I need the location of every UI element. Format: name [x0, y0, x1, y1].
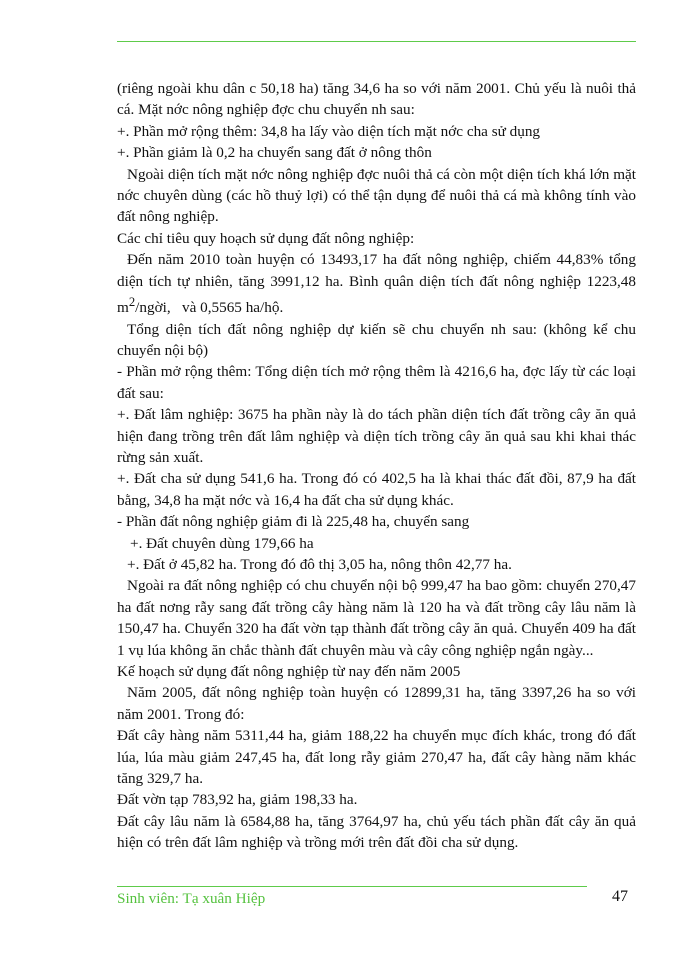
paragraph: Đất vờn tạp 783,92 ha, giảm 198,33 ha.: [117, 791, 358, 809]
paragraph: - Phần đất nông nghiệp giảm đi là 225,48 ha, chuyển sang: [117, 513, 470, 531]
paragraph: Đất cây lâu năm là 6584,88 ha, tăng 3764,97 ha, chủ yếu tách phần đất cây ăn quả hiện có trên đất lâm nghiệp và trồng mới trên đất đồi cha sử dụng.: [117, 812, 636, 852]
paragraph: +. Phần mở rộng thêm: 34,8 ha lấy vào diện tích mặt nớc cha sử dụng: [117, 122, 541, 140]
paragraph: +. Đất cha sử dụng 541,6 ha. Trong đó có 402,5 ha là khai thác đất đồi, 87,9 ha đất bằng, 34,8 ha mặt nớc và 16,4 ha đất cha sử dụng khác.: [117, 470, 636, 509]
document-body: [117, 78, 636, 854]
footer-author: Sinh viên: Tạ xuân Hiệp: [117, 890, 266, 907]
section-heading: Kế hoạch sử dụng đất nông nghiệp từ nay đến năm 2005: [117, 663, 461, 681]
header-rule: [117, 41, 636, 42]
paragraph: Năm 2005, đất nông nghiệp toàn huyện có 12899,31 ha, tăng 3397,26 ha so với năm 2001. Trong đó:: [117, 684, 636, 723]
paragraph: Ngoài diện tích mặt nớc nông nghiệp đợc nuôi thả cá còn một diện tích khá lớn mặt nớc chuyên dùng (các hồ thuỷ lợi) có thể tận dụng để nuôi thả cá mà không tính vào đất nông nghiệp.: [117, 165, 636, 226]
paragraph: - Phần mở rộng thêm: Tổng diện tích mở rộng thêm là 4216,6 ha, đợc lấy từ các loại đất sau:: [117, 363, 636, 402]
paragraph: +. Đất ở 45,82 ha. Trong đó đô thị 3,05 ha, nông thôn 42,77 ha.: [127, 556, 512, 573]
paragraph: +. Đất lâm nghiệp: 3675 ha phần này là do tách phần diện tích đất trồng cây ăn quả hiện đang trồng trên đất lâm nghiệp và diện tích trồng cây ăn quả sau khi khai thác rừng sản xuất.: [117, 406, 636, 466]
paragraph: Đất cây hàng năm 5311,44 ha, giảm 188,22 ha chuyển mục đích khác, trong đó đất lúa, lúa màu giảm 247,45 ha, đất long rẫy giảm 270,47 ha, đất cây hàng năm khác tăng 329,7 ha.: [117, 727, 636, 788]
page-number: 47: [612, 888, 628, 905]
paragraph: Tổng diện tích đất nông nghiệp dự kiến sẽ chu chuyển nh sau: (không kể chu chuyển nội bộ): [117, 320, 636, 359]
paragraph: (riêng ngoài khu dân c 50,18 ha) tăng 34,6 ha so với năm 2001. Chủ yếu là nuôi thả cá. Mặt nớc nông nghiệp đợc chu chuyển nh sau:: [117, 80, 636, 119]
footer-rule: [117, 886, 587, 887]
paragraph: Ngoài ra đất nông nghiệp có chu chuyển nội bộ 999,47 ha bao gồm: chuyển 270,47 ha đất nơng rẫy sang đất trồng cây hàng năm là 120 ha và đất trồng cây lâu năm là 150,47 ha. Chuyển 320 ha đất vờn tạp thành đất trồng cây ăn quả. Chuyển 409 ha đất 1 vụ lúa không ăn chắc thành đất chuyên màu và cây công nghiệp ngắn ngày...: [117, 577, 636, 659]
paragraph: Đến năm 2010 toàn huyện có 13493,17 ha đất nông nghiệp, chiếm 44,83% tổng diện tích tự nhiên, tăng 3991,12 ha. Bình quân diện tích đất nông nghiệp 1223,48 $m^2$/ngời, và 0,5565 ha/hộ.: [117, 251, 636, 317]
paragraph: +. Phần giảm là 0,2 ha chuyển sang đất ở nông thôn: [117, 144, 432, 162]
paragraph: +. Đất chuyên dùng 179,66 ha: [130, 534, 314, 552]
section-heading: Các chỉ tiêu quy hoạch sử dụng đất nông nghiệp:: [117, 229, 415, 247]
